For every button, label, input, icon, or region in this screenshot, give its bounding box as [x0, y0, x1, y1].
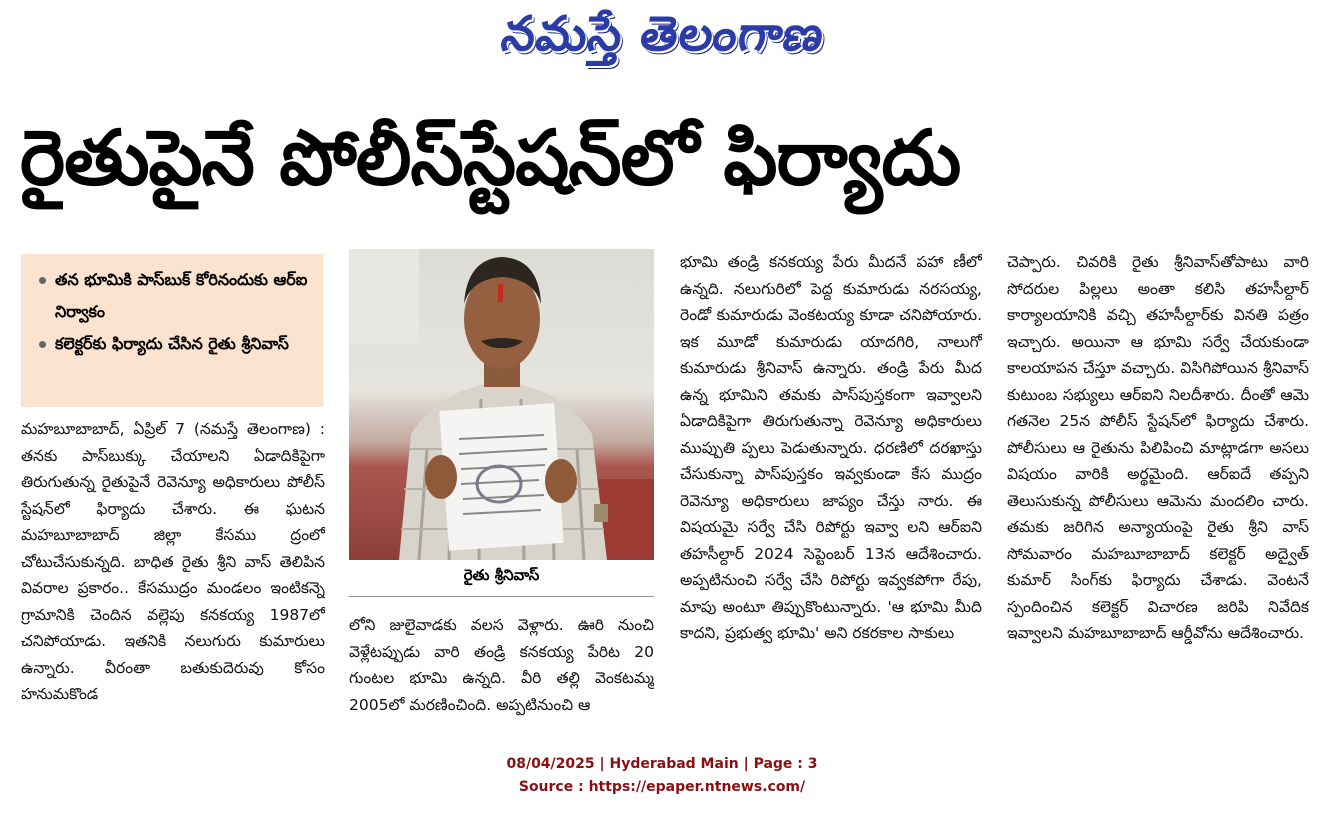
footer-date-edition: 08/04/2025 | Hyderabad Main | Page : 3 [506, 756, 818, 772]
photo-caption: రైతు శ్రీనివాస్ [463, 566, 540, 584]
column-text: భూమి తండ్రి కనకయ్య పేరు మీదనే పహా ణీలో ఉన్నది. నలుగురిలో పెద్ద కుమారుడు నరసయ్య, రెండో కుమారుడు వెంకటయ్య కూడా చనిపోయారు. ఇక మూడో కుమారుడు యాదగిరి, నాలుగో కుమారుడు శ్రీనివాస్ ఉన్నారు. తండ్రి పేరు మీద ఉన్న భూమిని తమకు పాస్‌పుస్తకంగా ఇవ్వాలని ఏడాదికిపైగా తిరుగుతున్నా రెవెన్యూ అధికారులు ముప్పుతి ప్పలు పెడుతున్నారు. ధరణిలో దరఖాస్తు చేసుకున్నా పాస్‌పుస్తకం ఇవ్వకుండా కేస ముద్రం రెవెన్యూ అధికారులు జాప్యం చేస్తు నారు. ఈ విషయమై సర్వే చేసి రిపోర్టు ఇవ్వా లని ఆర్‌ఐని తహసీల్దార్ 2024 సెప్టెంబర్ 13న ఆదేశించారు. అప్పటినుంచి సర్వే చేసి రిపోర్టు ఇవ్వకపోగా రేపు, మాపు అంటూ తిప్పుకొంటున్నారు. 'ఆ భూమి మీది కాదని, ప్రభుత్వ భూమి' అని రకరకాల సాకులు [680, 253, 982, 642]
footer-source: Source : https://epaper.ntnews.com/ [518, 779, 806, 795]
caption-divider [349, 596, 654, 597]
bullet-icon [39, 277, 46, 284]
farmer-photo-illustration [349, 249, 654, 560]
article-headline: రైతుపైనే పోలీస్‌స్టేషన్‌లో ఫిర్యాదు [20, 113, 961, 202]
farmer-photo [349, 249, 654, 560]
masthead-logo-text: నమస్తే తెలంగాణ [497, 6, 829, 62]
column-text: లోని జులైవాడకు వలస వెళ్లారు. ఊరి నుంచి వెళ్లేటప్పుడు వారి తండ్రి కనకయ్య పేరిట 20 గుంటల భూమి ఉన్నది. వీరి తల్లి వెంకటమ్మ 2005లో మరణించింది. అప్పటినుంచి ఆ [349, 616, 654, 714]
article-column-1 [21, 416, 325, 716]
highlight-item [21, 328, 323, 360]
highlights-box [21, 254, 323, 407]
article-column-3 [680, 249, 982, 723]
article-column-4 [1007, 249, 1309, 723]
highlight-text: కలెక్టర్‌కు ఫిర్యాదు చేసిన రైతు శ్రీనివాస్ [55, 334, 289, 353]
article-column-2 [349, 612, 654, 722]
newspaper-masthead [0, 6, 1324, 74]
highlight-item [21, 264, 323, 328]
column-text: మహబూబాబాద్, ఏప్రిల్ 7 (నమస్తే తెలంగాణ) : తనకు పాస్‌బుక్కు చేయాలని ఏడాదికిపైగా తిరుగుతున్న రైతుపైనే రెవెన్యూ అధికారులు పోలీస్ స్టేషన్‌లో ఫిర్యాదు చేశారు. ఈ ఘటన మహబూబాబాద్ జిల్లా కేసము ద్రంలో చోటుచేసుకున్నది. బాధిత రైతు శ్రీని వాస్ తెలిపిన వివరాల ప్రకారం.. కేసముద్రం మండలం ఇంటికన్నె గ్రామానికి చెందిన వల్లెపు కనకయ్య 1987లో చనిపోయాడు. ఇతనికి నలుగురు కుమారులు ఉన్నారు. వీరంతా బతుకుదెరువు కోసం హనుమకొండ [21, 420, 325, 703]
column-text: చెప్పారు. చివరికి రైతు శ్రీనివాస్‌తోపాటు వారి సోదరుల పిల్లలు అంతా కలిసి తహసీల్దార్ కార్యాలయానికి వచ్చి తహసీల్దార్‌కు వినతి పత్రం ఇచ్చారు. అయినా ఆ భూమి సర్వే చేయకుండా కాలయాపన చేస్తూ వచ్చారు. విసిగిపోయిన శ్రీనివాస్ కుటుంబ సభ్యులు ఆర్‌ఐని నిలదీశారు. దీంతో ఆమె గతనెల 25న పోలీస్ స్టేషన్‌లో ఫిర్యాదు చేశారు. పోలీసులు ఆ రైతును పిలిపించి మాట్లాడగా అసలు విషయం వారికి అర్థమైంది. ఆర్‌ఐదే తప్పని తెలుసుకున్న పోలీసులు ఆమెను మందలిం చారు. తమకు జరిగిన అన్యాయంపై రైతు శ్రీని వాస్ సోమవారం మహబూబాబాద్ కలెక్టర్ అద్వైత్ కుమార్ సింగ్‌కు ఫిర్యాదు చేశాడు. వెంటనే స్పందించిన కలెక్టర్ విచారణ జరిపి నివేదిక ఇవ్వాలని మహబూబాబాద్ ఆర్డీవోను ఆదేశించారు. [1007, 253, 1309, 642]
bullet-icon [39, 341, 46, 348]
highlight-text: తన భూమికి పాస్‌బుక్ కోరినందుకు ఆర్‌ఐ నిర్వాకం [55, 270, 308, 321]
